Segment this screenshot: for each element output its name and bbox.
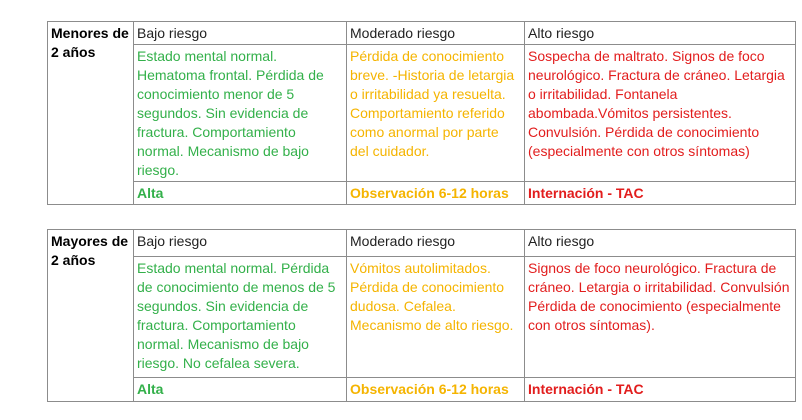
- outcome-high-risk: Internación - TAC: [525, 182, 796, 205]
- header-high-risk: Alto riesgo: [525, 230, 796, 257]
- header-low-risk: Bajo riesgo: [134, 22, 347, 45]
- outcome-high-risk: Internación - TAC: [525, 378, 796, 402]
- outcome-moderate-risk: Observación 6-12 horas: [347, 378, 525, 402]
- criteria-high-risk: Signos de foco neurológico. Fractura de cráneo. Letargia o irritabilidad. Convulsión Pérdida de conocimiento (especialmente con otros síntomas).: [525, 257, 796, 378]
- outcome-moderate-risk: Observación 6-12 horas: [347, 182, 525, 205]
- header-high-risk: Alto riesgo: [525, 22, 796, 45]
- age-group-label: Menores de 2 años: [48, 22, 134, 205]
- risk-table-over-2: [47, 229, 796, 402]
- criteria-low-risk: Estado mental normal. Pérdida de conocimiento de menos de 5 segundos. Sin evidencia de fractura. Comportamiento normal. Mecanismo de bajo riesgo. No cefalea severa.: [134, 257, 347, 378]
- criteria-moderate-risk: Vómitos autolimitados. Pérdida de conocimiento dudosa. Cefalea. Mecanismo de alto riesgo.: [347, 257, 525, 378]
- risk-table-under-2: [47, 21, 796, 205]
- criteria-moderate-risk: Pérdida de conocimiento breve. -Historia de letargia o irritabilidad ya resuelta. Comportamiento referido como anormal por parte del cuidador.: [347, 45, 525, 182]
- age-group-label: Mayores de 2 años: [48, 230, 134, 402]
- header-moderate-risk: Moderado riesgo: [347, 22, 525, 45]
- header-low-risk: Bajo riesgo: [134, 230, 347, 257]
- outcome-low-risk: Alta: [134, 378, 347, 402]
- header-moderate-risk: Moderado riesgo: [347, 230, 525, 257]
- outcome-low-risk: Alta: [134, 182, 347, 205]
- criteria-high-risk: Sospecha de maltrato. Signos de foco neurológico. Fractura de cráneo. Letargia o irritabilidad. Fontanela abombada.Vómitos persistentes. Convulsión. Pérdida de conocimiento (especialmente con otros síntomas): [525, 45, 796, 182]
- criteria-low-risk: Estado mental normal. Hematoma frontal. Pérdida de conocimiento menor de 5 segundos. Sin evidencia de fractura. Comportamiento normal. Mecanismo de bajo riesgo.: [134, 45, 347, 182]
